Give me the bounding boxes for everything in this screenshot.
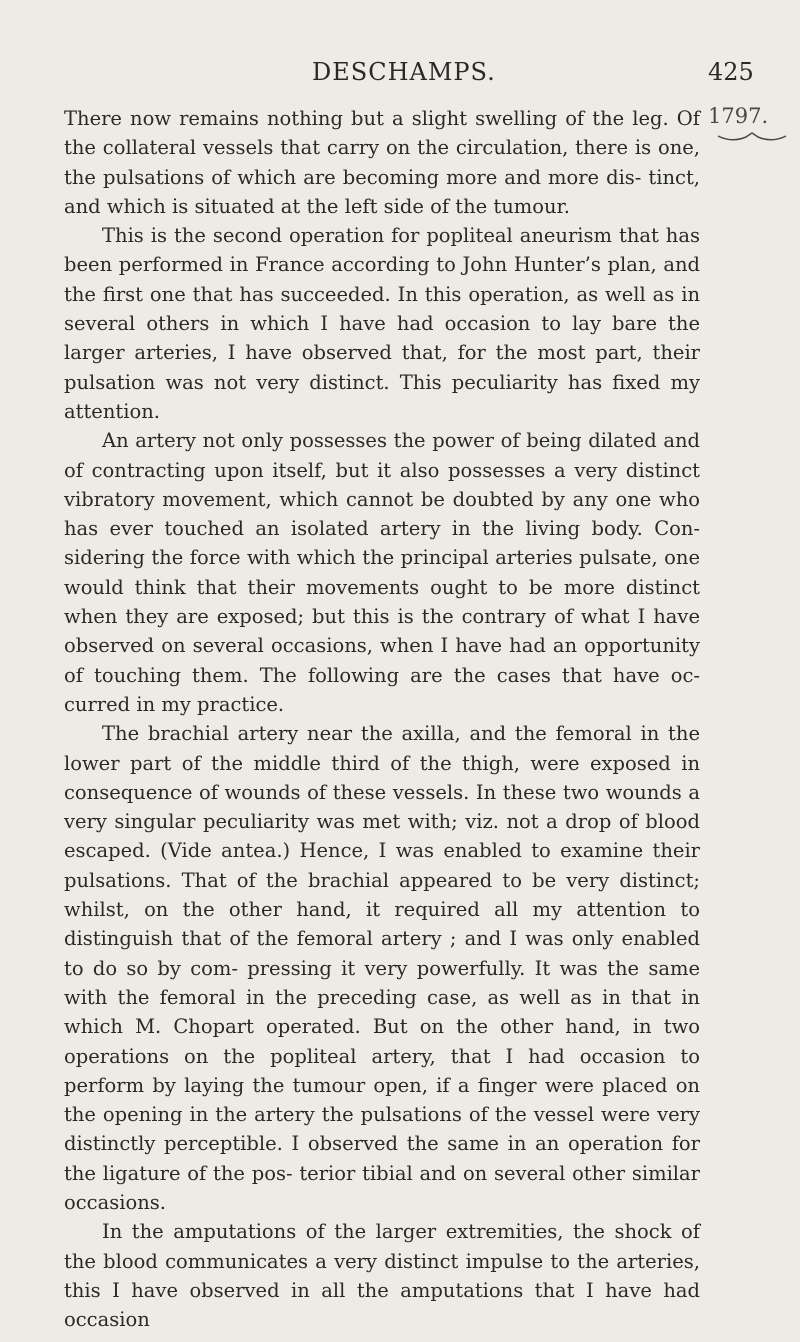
paragraph-3: An artery not only possesses the power of being dilated and of contracting upon itself, but it also possesses a very distinct vibratory movement, which cannot be doubted by any one who has ever touched an isolated artery in the living body. Con- sidering the force with which the principal arteries pulsate, one would think that their movements ought to be more distinct when they are exposed; but this is the contrary of what I have observed on several occasions, when I have had an opportunity of touching them. The following are the cases that have oc- curred in my practice.	[64, 429, 700, 716]
paragraph-2: This is the second operation for popliteal aneurism that has been performed in France according to John Hunter’s plan, and the first one that has succeeded. In this operation, as well as in several others in which I have had occasion to lay bare the larger arteries, I have observed that, for the most part, their pulsation was not very distinct. This peculiarity has fixed my attention.	[64, 224, 700, 423]
paragraph-1: There now remains nothing but a slight swelling of the leg. Of the collateral vessels that carry on the circulation, there is one, the pulsations of which are becoming more and more dis- tinct, and which is situated at the left side of the tumour.	[64, 107, 700, 218]
page-number: 425	[708, 58, 754, 86]
paragraph-5: In the amputations of the larger extremities, the shock of the blood communicates a very distinct impulse to the arteries, this I have observed in all the amputations that I have had occasion	[64, 1220, 700, 1332]
paragraph-4: The brachial artery near the axilla, and the femoral in the lower part of the middle third of the thigh, were exposed in consequence of wounds of these vessels. In these two wounds a very singular peculiarity was met with; viz. not a drop of blood escaped. (Vide antea.) Hence, I was enabled to examine their pulsations. That of the brachial appeared to be very distinct; whilst, on the other hand, it required all my attention to distinguish that of the femoral artery ; and I was only enabled to do so by com- pressing it very powerfully. It was the same with the femoral in the preceding case, as well as in that in which M. Chopart operated. But on the other hand, in two operations on the popliteal artery, that I had occasion to perform by laying the tumour open, if a finger were placed on the opening in the artery the pulsations of the vessel were very distinctly perceptible. I observed the same in an operation for the ligature of the pos- terior tibial and on several other similar occasions.	[64, 722, 700, 1214]
body-text	[64, 104, 700, 1334]
margin-bracket-mark	[716, 130, 788, 144]
running-head	[0, 58, 800, 92]
running-title: DESCHAMPS.	[312, 58, 496, 86]
margin-year: 1797.	[708, 104, 769, 128]
